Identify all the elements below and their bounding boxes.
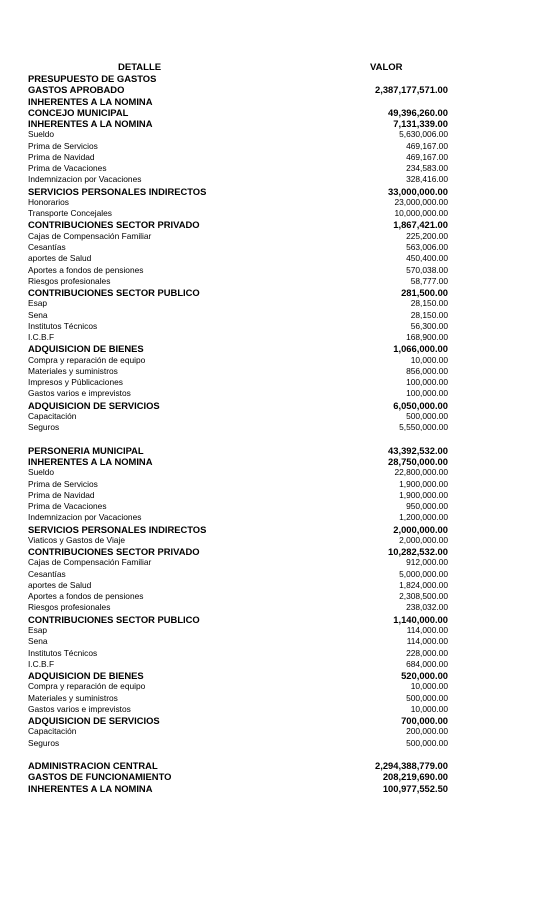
row-value: 1,066,000.00 <box>393 343 448 355</box>
row-label: INHERENTES A LA NOMINA <box>28 118 153 130</box>
row-label: Seguros <box>28 737 60 748</box>
table-row <box>0 321 546 332</box>
table-row <box>0 422 546 433</box>
row-label: Cajas de Compensación Familiar <box>28 557 152 568</box>
row-value: 2,387,177,571.00 <box>375 84 448 96</box>
row-value: 7,131,339.00 <box>393 118 448 130</box>
row-value: 5,550,000.00 <box>399 422 448 433</box>
table-row <box>0 163 546 174</box>
row-value: 500,000.00 <box>406 410 448 421</box>
row-label: Materiales y suministros <box>28 365 118 376</box>
row-value: 208,219,690.00 <box>382 771 448 783</box>
row-label: Prima de Navidad <box>28 151 95 162</box>
section-row <box>0 107 546 118</box>
section-row <box>0 343 546 354</box>
row-value: 469,167.00 <box>406 140 448 151</box>
table-row <box>0 332 546 343</box>
row-label: aportes de Salud <box>28 253 92 264</box>
table-row <box>0 490 546 501</box>
row-label: Esap <box>28 298 48 309</box>
section-row <box>0 186 546 197</box>
table-row <box>0 479 546 490</box>
row-label: Capacitación <box>28 410 77 421</box>
table-row <box>0 648 546 659</box>
detalle-column-header: DETALLE <box>118 62 162 73</box>
row-label: ADQUISICION DE BIENES <box>28 670 144 682</box>
table-row <box>0 512 546 523</box>
table-row <box>0 377 546 388</box>
row-label: Indemnizacion por Vacaciones <box>28 512 142 523</box>
row-label: SERVICIOS PERSONALES INDIRECTOS <box>28 523 207 535</box>
section-row <box>0 546 546 557</box>
row-value: 1,824,000.00 <box>399 579 448 590</box>
table-row <box>0 242 546 253</box>
table-row <box>0 501 546 512</box>
table-row <box>0 141 546 152</box>
row-label: Sena <box>28 309 48 320</box>
row-value: 2,000,000.00 <box>393 523 448 535</box>
table-row <box>0 625 546 636</box>
row-value: 234,583.00 <box>406 163 448 174</box>
row-value: 500,000.00 <box>406 737 448 748</box>
section-row <box>0 715 546 726</box>
section-row <box>0 287 546 298</box>
row-value: 1,867,421.00 <box>393 219 448 231</box>
row-label: Sueldo <box>28 129 55 140</box>
row-value: 100,977,552.50 <box>382 782 448 794</box>
row-value: 28,150.00 <box>410 309 448 320</box>
table-row <box>0 231 546 242</box>
row-label: Cajas de Compensación Familiar <box>28 230 152 241</box>
row-label: INHERENTES A LA NOMINA <box>28 456 153 468</box>
row-value: 56,300.00 <box>410 320 448 331</box>
row-value: 200,000.00 <box>406 726 448 737</box>
table-row <box>0 253 546 264</box>
row-value: 49,396,260.00 <box>388 106 448 118</box>
row-label: Indemnizacion por Vacaciones <box>28 174 142 185</box>
row-label: Materiales y suministros <box>28 692 118 703</box>
row-value: 228,000.00 <box>406 647 448 658</box>
blank-row <box>0 749 546 760</box>
row-label: ADQUISICION DE BIENES <box>28 343 144 355</box>
row-value: 23,000,000.00 <box>394 196 448 207</box>
row-value: 6,050,000.00 <box>393 399 448 411</box>
table-row <box>0 659 546 670</box>
row-value: 2,000,000.00 <box>399 534 448 545</box>
row-label: Riesgos profesionales <box>28 275 111 286</box>
row-label: Institutos Técnicos <box>28 647 98 658</box>
row-label: PERSONERIA MUNICIPAL <box>28 444 144 456</box>
section-row <box>0 96 546 107</box>
row-label: Riesgos profesionales <box>28 602 111 613</box>
section-row <box>0 670 546 681</box>
section-row <box>0 118 546 129</box>
row-value: 28,150.00 <box>410 298 448 309</box>
blank-row <box>0 434 546 445</box>
row-label: Cesantías <box>28 241 66 252</box>
table-row <box>0 388 546 399</box>
row-value: 10,000.00 <box>410 703 448 714</box>
row-label: I.C.B.F <box>28 332 55 343</box>
row-label: Transporte Concejales <box>28 208 112 219</box>
table-row <box>0 152 546 163</box>
row-value: 100,000.00 <box>406 377 448 388</box>
budget-table-body <box>0 73 546 794</box>
row-value: 22,800,000.00 <box>394 467 448 478</box>
section-row <box>0 219 546 230</box>
table-row <box>0 569 546 580</box>
row-label: ADQUISICION DE SERVICIOS <box>28 399 160 411</box>
row-label: Prima de Vacaciones <box>28 501 107 512</box>
section-row <box>0 73 546 84</box>
table-row <box>0 411 546 422</box>
row-value: 5,630,006.00 <box>399 129 448 140</box>
row-value: 28,750,000.00 <box>388 456 448 468</box>
table-row <box>0 591 546 602</box>
section-row <box>0 614 546 625</box>
table-row <box>0 602 546 613</box>
row-label: Compra y reparación de equipo <box>28 681 146 692</box>
row-value: 33,000,000.00 <box>388 185 448 197</box>
row-label: Institutos Técnicos <box>28 320 98 331</box>
row-label: Esap <box>28 625 48 636</box>
table-row <box>0 355 546 366</box>
row-value: 950,000.00 <box>406 501 448 512</box>
row-label: Impresos y Públicaciones <box>28 377 123 388</box>
row-value: 114,000.00 <box>406 636 448 647</box>
valor-column-header: VALOR <box>370 62 403 73</box>
row-label: Gastos varios e imprevistos <box>28 388 131 399</box>
table-row <box>0 265 546 276</box>
row-value: 1,140,000.00 <box>393 613 448 625</box>
section-row <box>0 524 546 535</box>
table-row <box>0 738 546 749</box>
row-value: 328,416.00 <box>406 174 448 185</box>
row-value: 856,000.00 <box>406 365 448 376</box>
row-value: 5,000,000.00 <box>399 568 448 579</box>
table-row <box>0 366 546 377</box>
row-label: Prima de Navidad <box>28 489 95 500</box>
row-value: 684,000.00 <box>406 658 448 669</box>
row-value: 700,000.00 <box>401 715 448 727</box>
row-value: 1,200,000.00 <box>399 512 448 523</box>
row-label: Viaticos y Gastos de Viaje <box>28 534 125 545</box>
row-label: CONTRIBUCIONES SECTOR PRIVADO <box>28 219 200 231</box>
row-label: Cesantías <box>28 568 66 579</box>
row-label: Compra y reparación de equipo <box>28 354 146 365</box>
row-value: 10,282,532.00 <box>388 546 448 558</box>
row-label: GASTOS DE FUNCIONAMIENTO <box>28 771 172 783</box>
row-label: CONTRIBUCIONES SECTOR PRIVADO <box>28 546 200 558</box>
section-row <box>0 456 546 467</box>
section-row <box>0 400 546 411</box>
row-value: 1,900,000.00 <box>399 489 448 500</box>
row-value: 2,308,500.00 <box>399 591 448 602</box>
row-label: Sena <box>28 636 48 647</box>
row-value: 238,032.00 <box>406 602 448 613</box>
table-row <box>0 467 546 478</box>
table-row <box>0 726 546 737</box>
section-row <box>0 760 546 771</box>
row-label: ADQUISICION DE SERVICIOS <box>28 715 160 727</box>
row-value: 114,000.00 <box>406 625 448 636</box>
row-value: 1,900,000.00 <box>399 478 448 489</box>
row-label: CONTRIBUCIONES SECTOR PUBLICO <box>28 287 200 299</box>
section-row <box>0 771 546 782</box>
row-label: Capacitación <box>28 726 77 737</box>
row-value: 520,000.00 <box>401 670 448 682</box>
row-value: 10,000,000.00 <box>394 208 448 219</box>
row-value: 168,900.00 <box>406 332 448 343</box>
row-label: INHERENTES A LA NOMINA <box>28 782 153 794</box>
section-row <box>0 84 546 95</box>
row-label: ADMINISTRACION CENTRAL <box>28 760 158 772</box>
row-value: 100,000.00 <box>406 388 448 399</box>
row-label: Prima de Servicios <box>28 140 98 151</box>
table-row <box>0 535 546 546</box>
row-label: SERVICIOS PERSONALES INDIRECTOS <box>28 185 207 197</box>
row-label: Prima de Vacaciones <box>28 163 107 174</box>
row-value: 563,006.00 <box>406 241 448 252</box>
row-value: 469,167.00 <box>406 151 448 162</box>
row-label: Seguros <box>28 422 60 433</box>
table-row <box>0 174 546 185</box>
row-label: Aportes a fondos de pensiones <box>28 591 144 602</box>
row-label: Aportes a fondos de pensiones <box>28 264 144 275</box>
table-row <box>0 310 546 321</box>
row-value: 10,000.00 <box>410 354 448 365</box>
table-row <box>0 693 546 704</box>
row-label: Gastos varios e imprevistos <box>28 703 131 714</box>
row-value: 450,400.00 <box>406 253 448 264</box>
row-label: Prima de Servicios <box>28 478 98 489</box>
row-value: 912,000.00 <box>406 557 448 568</box>
table-row <box>0 580 546 591</box>
row-label: I.C.B.F <box>28 658 55 669</box>
row-label: CONTRIBUCIONES SECTOR PUBLICO <box>28 613 200 625</box>
row-label: aportes de Salud <box>28 579 92 590</box>
table-row <box>0 197 546 208</box>
row-value: 2,294,388,779.00 <box>375 760 448 772</box>
row-label: Sueldo <box>28 467 55 478</box>
row-label: Honorarios <box>28 196 69 207</box>
section-row <box>0 783 546 794</box>
table-row <box>0 557 546 568</box>
row-value: 10,000.00 <box>410 681 448 692</box>
table-row <box>0 704 546 715</box>
row-value: 58,777.00 <box>410 275 448 286</box>
row-value: 570,038.00 <box>406 264 448 275</box>
row-value: 500,000.00 <box>406 692 448 703</box>
section-row <box>0 445 546 456</box>
table-row <box>0 208 546 219</box>
row-value: 281,500.00 <box>401 287 448 299</box>
table-row <box>0 276 546 287</box>
row-value: 43,392,532.00 <box>388 444 448 456</box>
table-row <box>0 636 546 647</box>
row-label: CONCEJO MUNICIPAL <box>28 106 129 118</box>
table-row <box>0 298 546 309</box>
table-row <box>0 129 546 140</box>
row-label: GASTOS APROBADO <box>28 84 125 96</box>
row-value: 225,200.00 <box>406 230 448 241</box>
row-label: INHERENTES A LA NOMINA <box>28 95 153 107</box>
table-row <box>0 681 546 692</box>
row-label: PRESUPUESTO DE GASTOS <box>28 73 157 84</box>
